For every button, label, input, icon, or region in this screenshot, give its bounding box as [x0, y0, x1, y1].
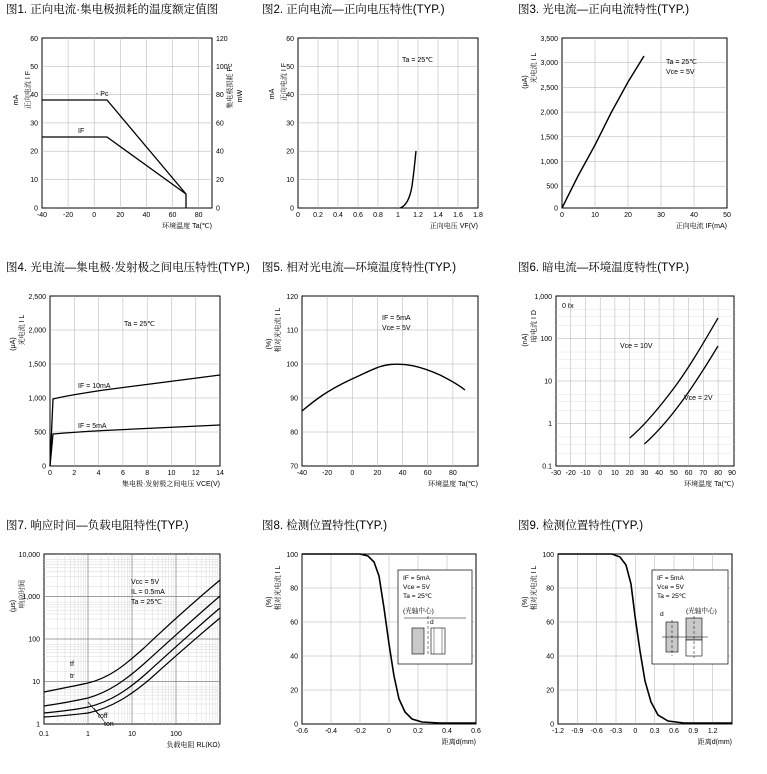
xtick: 40 [655, 470, 663, 477]
ytick: 30 [286, 120, 294, 128]
xtick: 0.4 [333, 212, 343, 219]
ytick: 2,000 [540, 109, 558, 117]
xtick: -1.2 [551, 728, 565, 735]
y-axis-unit: (μA) [522, 75, 529, 89]
ytick-right: 60 [216, 120, 224, 128]
xtick: 80 [714, 470, 722, 477]
xtick: -30 [550, 470, 562, 477]
y-axis-unit: (nA) [522, 333, 529, 347]
ytick-right: 20 [216, 177, 224, 184]
ytick: 3,500 [540, 36, 558, 43]
figure-cell-5 [256, 258, 512, 516]
xtick: 20 [373, 470, 382, 477]
annotation-optical-center: (光轴中心) [403, 608, 434, 615]
ytick-left: 60 [30, 36, 38, 43]
xtick: -40 [36, 212, 48, 219]
ytick: 40 [546, 653, 554, 661]
ytick-left: 50 [30, 63, 38, 71]
ytick: 110 [286, 327, 298, 335]
ytick: 40 [286, 92, 294, 100]
figure-title-5: 图5. 相对光电流—环境温度特性(TYP.) [262, 262, 457, 274]
y-axis-unit-left: mA [13, 94, 20, 106]
series-label-if: IF [78, 128, 85, 135]
ytick: 1,000 [28, 395, 46, 403]
annotation-d: d [430, 619, 434, 626]
ytick: 20 [546, 687, 554, 695]
xtick: 10 [167, 470, 176, 477]
xtick: -0.4 [324, 728, 338, 735]
xtick: 60 [684, 470, 693, 477]
xtick: -0.9 [571, 728, 584, 735]
xtick: -20 [322, 470, 333, 477]
y-axis-label: 正向电流 I F [281, 62, 288, 102]
xtick: 80 [194, 212, 203, 219]
annotation-ta: Ta = 25℃ [657, 593, 687, 600]
xtick: 0.9 [688, 728, 699, 735]
xtick: 0 [387, 728, 391, 735]
annotation-vce: Vce = 5V [666, 69, 695, 76]
ytick: 100 [286, 361, 298, 369]
ytick-left: 10 [30, 177, 38, 184]
xtick: 0.6 [471, 728, 481, 735]
figure-title-3: 图3. 光电流—正向电流特性(TYP.) [518, 4, 690, 16]
y-axis-label: 相对光电流 I L [275, 565, 282, 611]
y-axis-unit: (μA) [10, 337, 17, 351]
annotation-il: IL = 0.5mA [131, 589, 165, 596]
annotation-ta: Ta = 25℃ [402, 57, 434, 64]
xtick: 40 [398, 470, 407, 477]
xtick: 100 [170, 731, 182, 738]
annotation-ta: Ta = 25℃ [666, 59, 698, 66]
figure-plot-2 [260, 20, 506, 232]
figure-plot-9 [516, 536, 761, 748]
figure-cell-7 [0, 516, 256, 774]
xtick: 0.3 [649, 728, 660, 735]
series-label-tf: tf [70, 661, 74, 668]
x-axis-label: 距离d(mm) [441, 739, 476, 746]
ytick-right: 0 [216, 205, 220, 213]
figure-plot-7 [4, 536, 250, 748]
y-axis-label: 光电流 I L [531, 52, 538, 84]
ytick: 10 [544, 378, 552, 386]
xtick: 10 [128, 731, 136, 738]
x-axis-label: 环境温度 Ta(℃) [428, 481, 478, 488]
y-axis-unit: (%) [266, 338, 273, 350]
xtick: 0 [350, 470, 355, 477]
figure-cell-2 [256, 0, 512, 258]
figure-title-9: 图9. 检测位置特性(TYP.) [518, 520, 644, 532]
figure-cell-4 [0, 258, 256, 516]
figure-plot-5 [260, 278, 506, 490]
ytick: 0 [550, 721, 554, 729]
ytick: 0 [294, 721, 298, 729]
ytick: 0 [42, 463, 46, 471]
xtick: 90 [728, 470, 736, 477]
ytick: 90 [290, 395, 298, 403]
xtick: -0.6 [295, 728, 309, 735]
figure-plot-1 [4, 20, 250, 232]
annotation-if5: IF = 5mA [78, 423, 107, 430]
y-axis-label-right: 集电极损耗 Pc [227, 63, 234, 109]
ytick: 1,000 [22, 594, 40, 601]
xtick: 0 [48, 470, 52, 477]
xtick: 1.2 [707, 728, 718, 735]
xtick: 0.2 [313, 212, 323, 219]
xtick: 0.8 [373, 212, 383, 219]
x-axis-label: 环境温度 Ta(℃) [162, 223, 212, 230]
xtick: 10 [611, 470, 619, 477]
ytick: 60 [290, 619, 298, 627]
series-label-pc: - Pc [96, 91, 109, 98]
ytick: 1,500 [28, 361, 46, 369]
ytick-left: 20 [30, 148, 38, 156]
xtick: 4 [96, 470, 101, 477]
annotation-vce2: Vce = 2V [684, 395, 713, 402]
ytick: 1,000 [540, 159, 558, 166]
ytick: 50 [286, 63, 294, 71]
ytick: 500 [546, 183, 558, 191]
series-label-ton: ton [104, 721, 114, 728]
xtick: 0.1 [39, 731, 49, 738]
ytick: 1,000 [534, 294, 552, 301]
xtick: 1.8 [473, 212, 483, 219]
xtick: -0.3 [609, 728, 623, 735]
xtick: -10 [580, 470, 591, 477]
annotation-if: IF = 5mA [657, 575, 684, 582]
ytick-left: 30 [30, 120, 38, 128]
ytick: 100 [542, 552, 554, 559]
xtick: 20 [624, 212, 632, 219]
annotation-vcc: Vcc = 5V [131, 579, 160, 586]
ytick: 1 [36, 721, 40, 729]
xtick: 6 [120, 470, 125, 477]
xtick: 40 [142, 212, 151, 219]
ytick: 120 [286, 294, 298, 301]
xtick: 1.2 [413, 212, 423, 219]
series-label-toff: toff [98, 713, 108, 720]
ytick: 2,500 [540, 84, 558, 92]
ytick-right: 100 [216, 63, 228, 71]
ytick: 10 [286, 177, 294, 184]
xtick: -0.2 [353, 728, 367, 735]
figure-title-2: 图2. 正向电流—正向电压特性(TYP.) [262, 4, 445, 16]
series-label-tr: tr [70, 673, 75, 680]
ytick-right: 80 [216, 92, 224, 100]
xtick: 40 [690, 212, 698, 219]
y-axis-unit-right: mW [237, 89, 244, 103]
ytick: 100 [286, 552, 298, 559]
xtick: 0.2 [413, 728, 423, 735]
xtick: 2 [72, 470, 77, 477]
figure-cell-9 [512, 516, 767, 774]
xtick: 50 [670, 470, 678, 477]
y-axis-label: 相对光电流 I L [531, 565, 538, 611]
figure-cell-6 [512, 258, 767, 516]
xtick: 0 [92, 212, 97, 219]
figure-plot-3 [516, 20, 761, 232]
annotation-vce: Vce = 5V [382, 325, 411, 332]
xtick: 20 [625, 470, 634, 477]
xtick: -40 [296, 470, 308, 477]
figure-cell-8 [256, 516, 512, 774]
xtick: 70 [699, 470, 708, 477]
ytick: 80 [290, 585, 298, 593]
x-axis-label: 距离d(mm) [697, 739, 732, 746]
xtick: 20 [116, 212, 125, 219]
annotation-ta: Ta = 25℃ [403, 593, 433, 600]
x-axis-label: 集电极·发射极之间电压 VCE(V) [122, 481, 220, 488]
xtick: 50 [723, 212, 731, 219]
annotation-if: IF = 5mA [403, 575, 430, 582]
xtick: 1.6 [453, 212, 463, 219]
xtick: 0 [560, 212, 564, 219]
y-axis-label: 光电流 I L [19, 314, 26, 346]
ytick: 100 [28, 636, 40, 644]
xtick: 0 [296, 212, 300, 219]
x-axis-label: 正向电压 VF(V) [429, 223, 478, 230]
xtick: 1 [396, 212, 400, 219]
xtick: -20 [63, 212, 74, 219]
y-axis-unit: (%) [522, 596, 529, 608]
figure-title-6: 图6. 暗电流—环境温度特性(TYP.) [518, 262, 690, 274]
ytick: 60 [286, 36, 294, 43]
xtick: 30 [640, 470, 649, 477]
annotation-vce: Vce = 5V [657, 584, 684, 591]
ytick: 0.1 [542, 463, 552, 471]
xtick: 30 [657, 212, 665, 219]
ytick: 0 [554, 205, 558, 213]
figure-cell-1 [0, 0, 256, 258]
x-axis-label: 正向电流 IF(mA) [675, 223, 727, 230]
annotation-ta: Ta = 25℃ [124, 321, 156, 328]
y-axis-unit: (%) [266, 596, 273, 608]
ytick: 100 [540, 336, 552, 343]
xtick: 60 [168, 212, 177, 219]
x-axis-label: 负载电阻 RL(KΩ) [166, 742, 220, 748]
figure-plot-4 [4, 278, 250, 490]
annotation-ta: Ta = 25℃ [131, 599, 163, 606]
figure-title-4: 图4. 光电流—集电极·发射极之间电压特性(TYP.) [6, 262, 250, 274]
xtick: 14 [216, 470, 224, 477]
ytick: 0 [290, 205, 294, 213]
ytick: 10 [32, 679, 40, 686]
y-axis-unit: (μs) [10, 599, 17, 613]
xtick: 60 [423, 470, 432, 477]
annotation-vce: Vce = 5V [403, 584, 430, 591]
xtick: 0.6 [669, 728, 679, 735]
y-axis-label: 暗电流 I D [531, 310, 538, 342]
x-axis-label: 环境温度 Ta(℃) [684, 481, 734, 488]
annotation-d: d [660, 611, 664, 618]
ytick: 20 [290, 687, 298, 695]
annotation-optical-center: (光轴中心) [686, 608, 717, 615]
ytick: 2,000 [28, 327, 46, 335]
ytick: 1,500 [540, 134, 558, 142]
annotation-vce10: Vce = 10V [620, 343, 653, 350]
ytick: 40 [290, 653, 298, 661]
ytick: 70 [290, 463, 298, 471]
xtick: 8 [145, 470, 150, 477]
ytick-left: 40 [30, 92, 38, 100]
ytick: 1 [548, 421, 552, 428]
xtick: 0 [633, 728, 638, 735]
xtick: 0 [598, 470, 603, 477]
annotation-if: IF = 5mA [382, 315, 411, 322]
figure-title-8: 图8. 检测位置特性(TYP.) [262, 520, 388, 532]
ytick: 3,000 [540, 60, 558, 68]
annotation-lux: 0 ℓx [562, 303, 574, 310]
xtick: 0.4 [442, 728, 452, 735]
ytick: 80 [546, 585, 554, 593]
ytick: 500 [34, 429, 46, 437]
figure-title-1: 图1. 正向电流·集电极损耗的温度额定值图 [6, 4, 219, 16]
y-axis-label: 响应时间 [19, 580, 26, 608]
y-axis-label-left: 正向电流 I F [25, 70, 32, 110]
ytick-left: 0 [34, 205, 38, 213]
figure-cell-3 [512, 0, 767, 258]
ytick: 60 [546, 619, 554, 627]
ytick-right: 120 [216, 36, 228, 43]
annotation-if10: IF = 10mA [78, 383, 111, 390]
ytick: 80 [290, 429, 298, 437]
xtick: 10 [591, 212, 599, 219]
xtick: 0.6 [353, 212, 363, 219]
y-axis-label: 相对光电流 I L [275, 307, 282, 353]
figure-plot-6 [516, 278, 761, 490]
xtick: 80 [449, 470, 457, 477]
ytick-right: 40 [216, 148, 224, 156]
ytick: 2,500 [28, 294, 46, 301]
xtick: 1 [86, 731, 90, 738]
ytick: 10,000 [18, 552, 40, 559]
xtick: -20 [565, 470, 576, 477]
xtick: 12 [191, 470, 200, 477]
y-axis-unit: mA [269, 88, 276, 100]
xtick: 1.4 [433, 212, 443, 219]
figure-title-7: 图7. 响应时间—负载电阻特性(TYP.) [6, 520, 189, 532]
xtick: -0.6 [590, 728, 603, 735]
ytick: 20 [286, 148, 294, 156]
figure-plot-8 [260, 536, 506, 748]
